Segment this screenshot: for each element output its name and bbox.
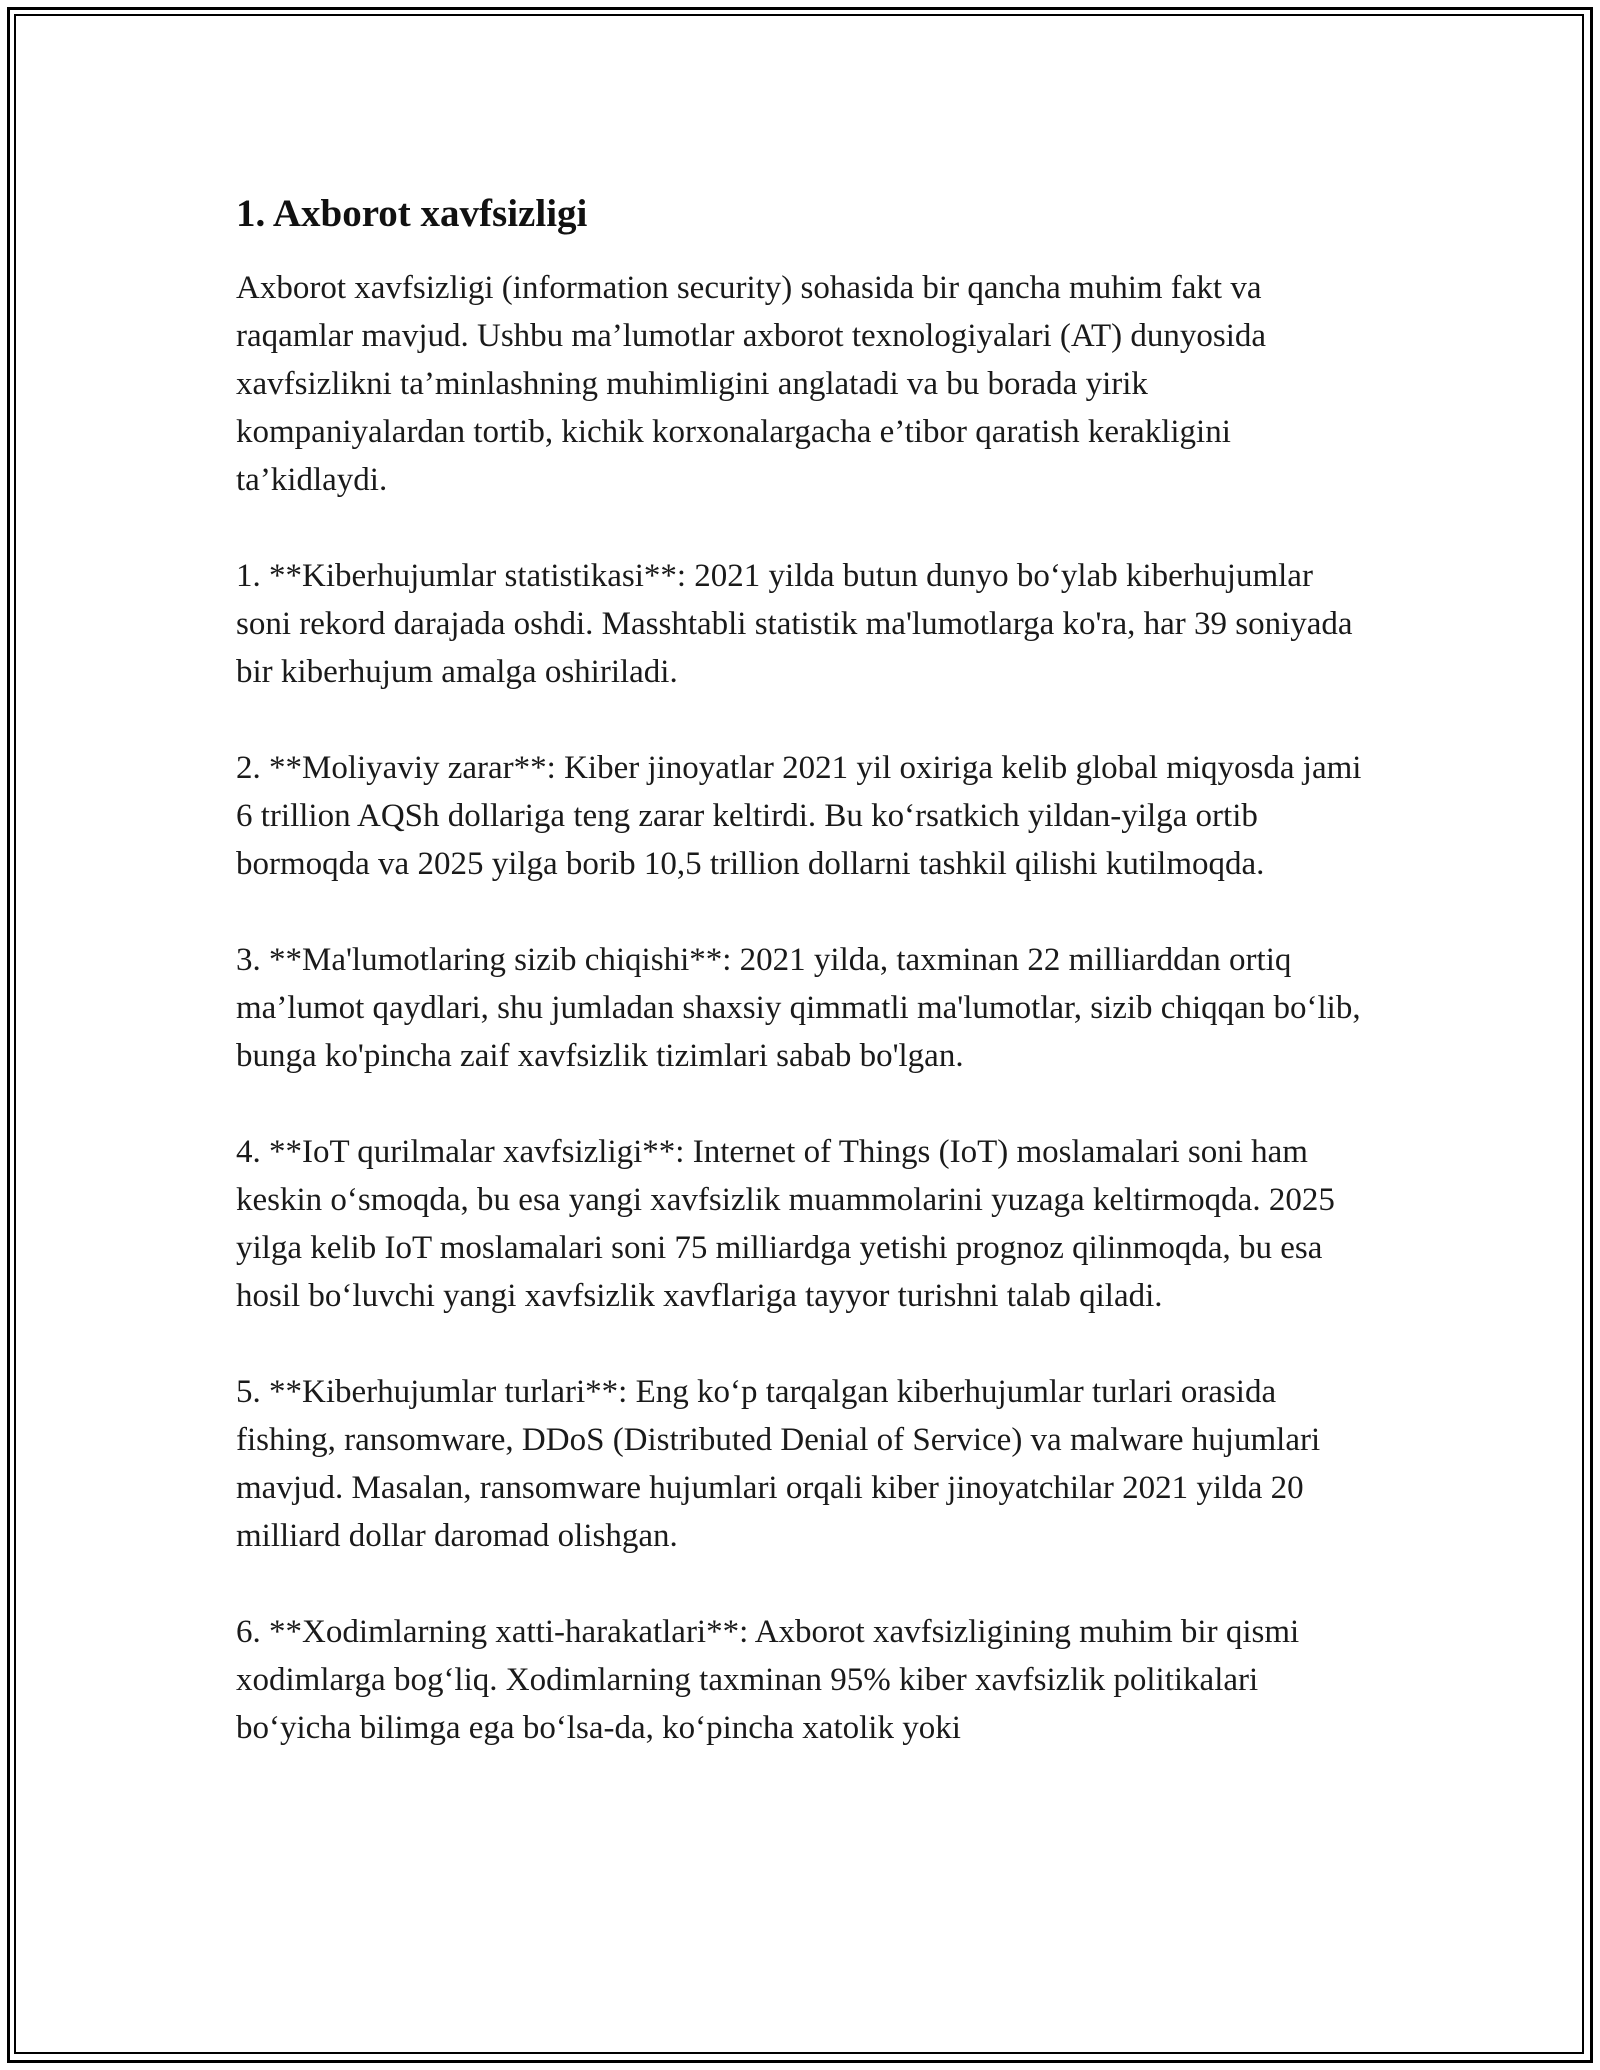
list-item: 4. **IoT qurilmalar xavfsizligi**: Internet of Things (IoT) moslamalari soni ham keskin o‘smoqda, bu esa yangi xavfsizlik muammolarini yuzaga keltirmoqda. 2025 yilga kelib IoT moslamalari soni 75 milliardga yetishi prognoz qilinmoqda, bu esa hosil bo‘luvchi yangi xavfsizlik xavflariga tayyor turishni talab qiladi. [236,1134,1335,1314]
list-item: 6. **Xodimlarning xatti-harakatlari**: Axborot xavfsizligining muhim bir qismi xodimlarga bog‘liq. Xodimlarning taxminan 95% kiber xavfsizlik politikalari bo‘yicha bilimga ega bo‘lsa-da, ko‘pincha xatolik yoki [236,1614,1300,1746]
document-title: 1. Axborot xavfsizligi [236,192,588,235]
list-item: 1. **Kiberhujumlar statistikasi**: 2021 yilda butun dunyo bo‘ylab kiberhujumlar soni rekord darajada oshdi. Masshtabli statistik ma'lumotlarga ko'ra, har 39 soniyada bir kiberhujum amalga oshiriladi. [236,558,1353,690]
list-item: 2. **Moliyaviy zarar**: Kiber jinoyatlar 2021 yil oxiriga kelib global miqyosda jami 6 trillion AQSh dollariga teng zarar keltirdi. Bu ko‘rsatkich yildan-yilga ortib bormoqda va 2025 yilga borib 10,5 trillion dollarni tashkil qilishi kutilmoqda. [236,750,1362,882]
document-body [236,186,1376,1752]
intro-paragraph: Axborot xavfsizligi (information security) sohasida bir qancha muhim fakt va raqamlar mavjud. Ushbu ma’lumotlar axborot texnologiyalari (AT) dunyosida xavfsizlikni ta’minlashning muhimligini anglatadi va bu borada yirik kompaniyalardan tortib, kichik korxonalargacha e’tibor qaratish kerakligini ta’kidlaydi. [236,270,1267,498]
list-item: 3. **Ma'lumotlaring sizib chiqishi**: 2021 yilda, taxminan 22 milliarddan ortiq ma’lumot qaydlari, shu jumladan shaxsiy qimmatli ma'lumotlar, sizib chiqqan bo‘lib, bunga ko'pincha zaif xavfsizlik tizimlari sabab bo'lgan. [236,942,1361,1074]
list-item: 5. **Kiberhujumlar turlari**: Eng ko‘p tarqalgan kiberhujumlar turlari orasida fishing, ransomware, DDoS (Distributed Denial of Service) va malware hujumlari mavjud. Masalan, ransomware hujumlari orqali kiber jinoyatchilar 2021 yilda 20 milliard dollar daromad olishgan. [236,1374,1321,1554]
